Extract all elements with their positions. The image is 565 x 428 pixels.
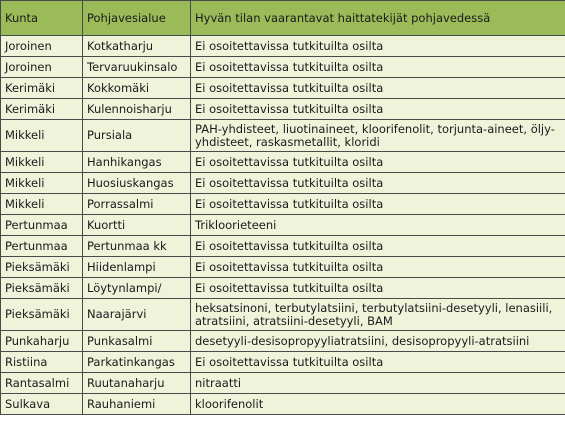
cell-haittatekijat: desetyyli-desisopropyyliatratsiini, desisopropyyli-atratsiini — [191, 331, 565, 352]
cell-kunta: Kerimäki — [1, 78, 83, 99]
cell-haittatekijat: Ei osoitettavissa tutkituilta osilta — [191, 78, 565, 99]
table-row — [1, 299, 565, 331]
cell-haittatekijat: Ei osoitettavissa tutkituilta osilta — [191, 152, 565, 173]
cell-kunta: Mikkeli — [1, 152, 83, 173]
cell-kunta: Mikkeli — [1, 173, 83, 194]
cell-haittatekijat: PAH-yhdisteet, liuotinaineet, kloorifenolit, torjunta-aineet, öljy-yhdisteet, raskasmetallit, kloridi — [191, 120, 565, 152]
table-row — [1, 78, 565, 99]
cell-kunta: Pieksämäki — [1, 278, 83, 299]
cell-haittatekijat: Ei osoitettavissa tutkituilta osilta — [191, 36, 565, 57]
cell-pohjavesialue: Rauhaniemi — [83, 394, 191, 415]
header-kunta: Kunta — [1, 1, 83, 36]
cell-haittatekijat: Ei osoitettavissa tutkituilta osilta — [191, 99, 565, 120]
cell-pohjavesialue: Pursiala — [83, 120, 191, 152]
table-row — [1, 373, 565, 394]
cell-kunta: Pieksämäki — [1, 257, 83, 278]
cell-pohjavesialue: Punkasalmi — [83, 331, 191, 352]
table-row — [1, 152, 565, 173]
header-row — [1, 1, 565, 36]
table-row — [1, 99, 565, 120]
cell-kunta: Ristiina — [1, 352, 83, 373]
table-row — [1, 173, 565, 194]
cell-kunta: Joroinen — [1, 57, 83, 78]
cell-pohjavesialue: Kotkatharju — [83, 36, 191, 57]
cell-pohjavesialue: Tervaruukinsalo — [83, 57, 191, 78]
cell-kunta: Mikkeli — [1, 120, 83, 152]
cell-haittatekijat: Ei osoitettavissa tutkituilta osilta — [191, 236, 565, 257]
cell-pohjavesialue: Kokkomäki — [83, 78, 191, 99]
table-row — [1, 215, 565, 236]
cell-kunta: Pertunmaa — [1, 215, 83, 236]
cell-pohjavesialue: Ruutanaharju — [83, 373, 191, 394]
header-pohjavesialue: Pohjavesialue — [83, 1, 191, 36]
cell-pohjavesialue: Parkatinkangas — [83, 352, 191, 373]
cell-haittatekijat: Ei osoitettavissa tutkituilta osilta — [191, 352, 565, 373]
cell-haittatekijat: kloorifenolit — [191, 394, 565, 415]
table-row — [1, 236, 565, 257]
cell-pohjavesialue: Kuortti — [83, 215, 191, 236]
cell-pohjavesialue: Huosiuskangas — [83, 173, 191, 194]
cell-pohjavesialue: Pertunmaa kk — [83, 236, 191, 257]
table-row — [1, 331, 565, 352]
cell-pohjavesialue: Hanhikangas — [83, 152, 191, 173]
table-row — [1, 57, 565, 78]
cell-pohjavesialue: Porrassalmi — [83, 194, 191, 215]
cell-haittatekijat: Ei osoitettavissa tutkituilta osilta — [191, 173, 565, 194]
cell-haittatekijat: Trikloorieteeni — [191, 215, 565, 236]
cell-kunta: Mikkeli — [1, 194, 83, 215]
cell-kunta: Sulkava — [1, 394, 83, 415]
cell-haittatekijat: nitraatti — [191, 373, 565, 394]
cell-kunta: Pieksämäki — [1, 299, 83, 331]
table-row — [1, 194, 565, 215]
cell-pohjavesialue: Naarajärvi — [83, 299, 191, 331]
cell-kunta: Punkaharju — [1, 331, 83, 352]
cell-kunta: Rantasalmi — [1, 373, 83, 394]
cell-haittatekijat: Ei osoitettavissa tutkituilta osilta — [191, 278, 565, 299]
header-haittatekijat: Hyvän tilan vaarantavat haittatekijät pohjavedessä — [191, 1, 565, 36]
table-row — [1, 352, 565, 373]
table-row — [1, 257, 565, 278]
table-row — [1, 120, 565, 152]
cell-pohjavesialue: Kulennoisharju — [83, 99, 191, 120]
cell-haittatekijat: heksatsinoni, terbutylatsiini, terbutylatsiini-desetyyli, lenasiili, atratsiini, atratsiini-desetyyli, BAM — [191, 299, 565, 331]
cell-pohjavesialue: Löytynlampi/ — [83, 278, 191, 299]
table-row — [1, 36, 565, 57]
cell-haittatekijat: Ei osoitettavissa tutkituilta osilta — [191, 257, 565, 278]
table-row — [1, 394, 565, 415]
cell-kunta: Kerimäki — [1, 99, 83, 120]
table-row — [1, 278, 565, 299]
cell-kunta: Pertunmaa — [1, 236, 83, 257]
cell-kunta: Joroinen — [1, 36, 83, 57]
cell-haittatekijat: Ei osoitettavissa tutkituilta osilta — [191, 194, 565, 215]
cell-haittatekijat: Ei osoitettavissa tutkituilta osilta — [191, 57, 565, 78]
cell-pohjavesialue: Hiidenlampi — [83, 257, 191, 278]
